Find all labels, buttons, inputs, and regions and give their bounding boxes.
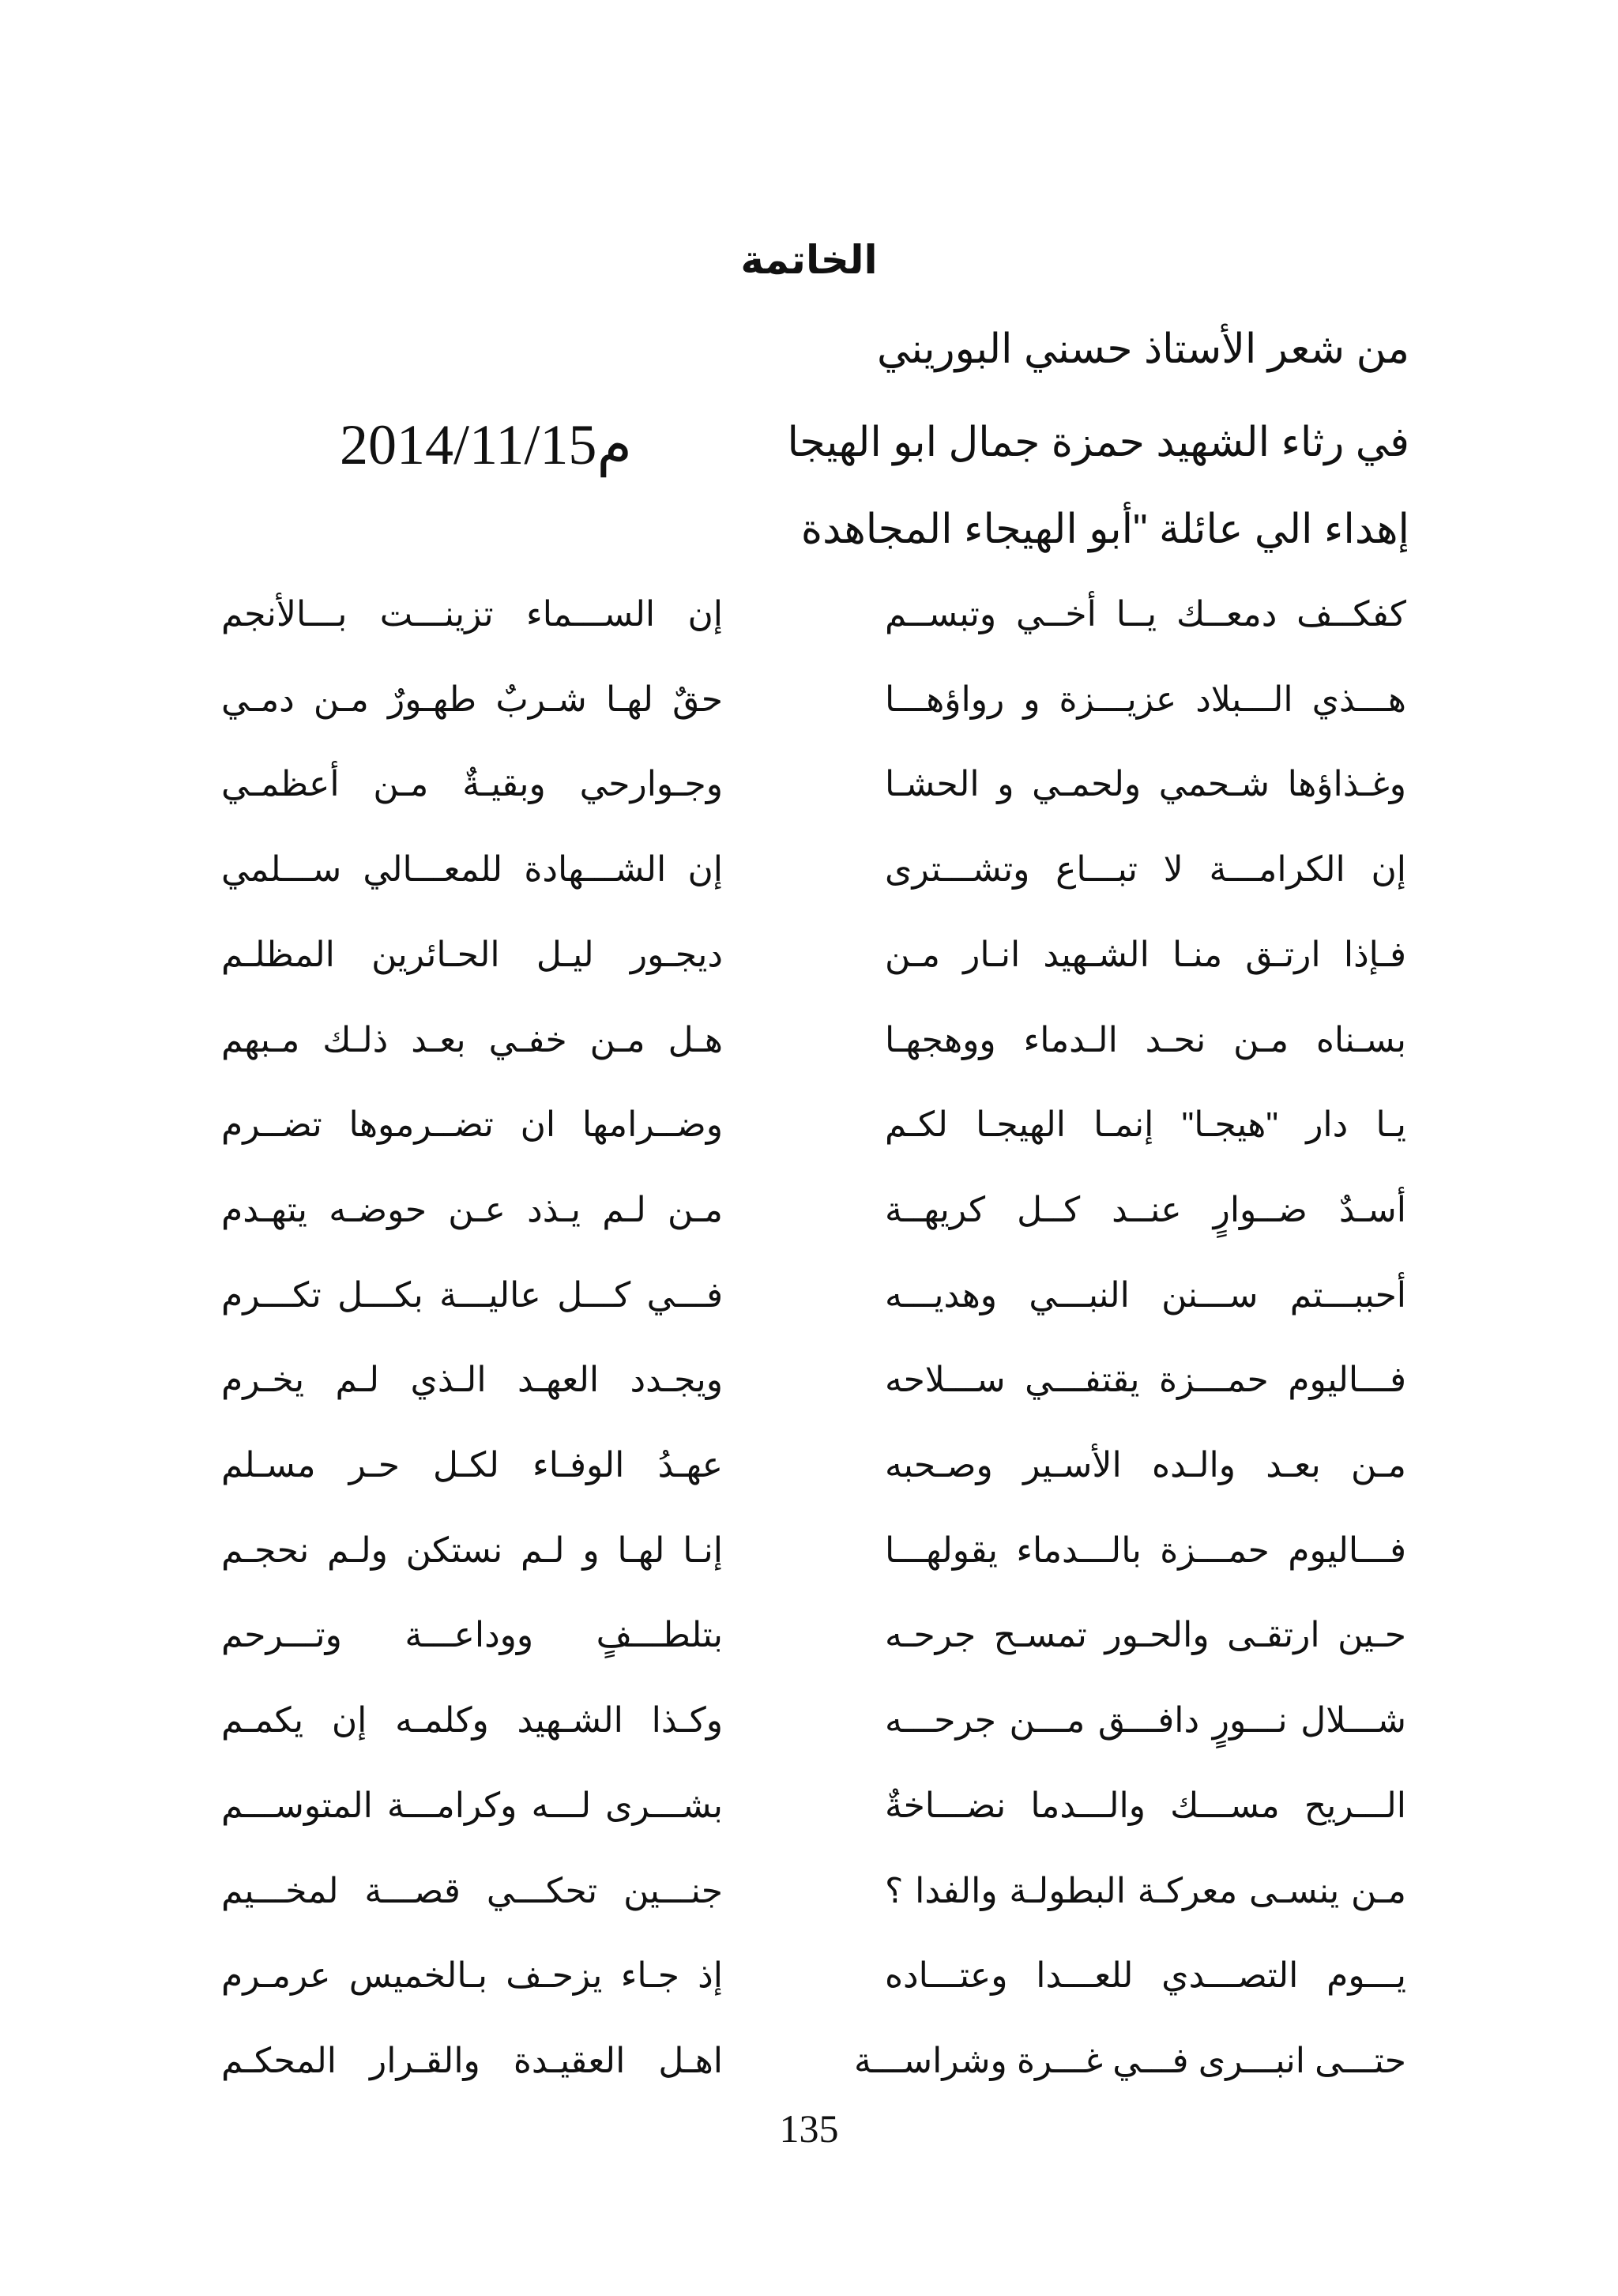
page-title: الخاتمة bbox=[740, 238, 878, 282]
verse-first-hemistich: بسـناه مـن نحـد الـدماء ووهجهـا bbox=[885, 1021, 1406, 1060]
verse-second-hemistich: إذ جـاء يزحـف بـالخميس عرمـرم bbox=[221, 1956, 723, 1995]
verse-first-hemistich: حـين ارتقـى والحـور تمسـح جرحـه bbox=[885, 1616, 1406, 1654]
poem-occasion: في رثاء الشهيد حمزة جمال ابو الهيجا bbox=[787, 420, 1409, 465]
verse-second-hemistich: بشـــرى لـــه وكرامـــة المتوســـم bbox=[221, 1786, 723, 1825]
verse-first-hemistich: أسـدٌ ضــوارٍ عنــد كــل كريهــة bbox=[885, 1191, 1406, 1229]
verse-second-hemistich: جنـــين تحكـــي قصـــة لمخـــيم bbox=[221, 1872, 723, 1910]
verse-first-hemistich: إن الكرامـــة لا تبـــاع وتشـــترى bbox=[885, 850, 1406, 889]
verse-first-hemistich: هـــذي الـــبلاد عزيـــزة و رواؤهـــا bbox=[885, 680, 1406, 719]
verse-first-hemistich: فـــاليوم حمـــزة يقتفـــي ســـلاحه bbox=[885, 1361, 1406, 1399]
verse-second-hemistich: ويجـدد العهـد الـذي لـم يخـرم bbox=[221, 1361, 723, 1399]
verse-second-hemistich: هـل مـن خفـي بعـد ذلـك مـبهم bbox=[221, 1021, 723, 1060]
verse-first-hemistich: وغـذاؤها شـحمي ولحمـي و الحشـا bbox=[885, 765, 1406, 804]
verse-second-hemistich: وكـذا الشـهيد وكلمـه إن يكمـم bbox=[221, 1701, 723, 1740]
verse-first-hemistich: مـن بعـد والـده الأسـير وصـحبه bbox=[885, 1446, 1406, 1485]
verse-second-hemistich: وضــرامها ان تضــرموها تضــرم bbox=[221, 1105, 723, 1144]
verse-first-hemistich: يـــوم التصـــدي للعـــدا وعتـــاده bbox=[885, 1956, 1406, 1995]
verse-first-hemistich: فـإذا ارتـق منـا الشـهيد انـار مـن bbox=[885, 935, 1406, 974]
verse-second-hemistich: مـن لـم يـذد عـن حوضـه يتهـدم bbox=[221, 1191, 723, 1229]
verse-first-hemistich: يـا دار "هيجـا" إنمـا الهيجـا لكـم bbox=[885, 1105, 1406, 1144]
verse-second-hemistich: بتلطـــفٍ ووداعـــة وتـــرحم bbox=[221, 1616, 723, 1654]
verse-second-hemistich: إن الشـــهادة للمعـــالي ســـلمي bbox=[221, 850, 723, 889]
verse-first-hemistich: كفكــف دمعــك يــا أخــي وتبســم bbox=[885, 595, 1406, 634]
verse-second-hemistich: إنـا لهـا و لـم نستكن ولـم نحجـم bbox=[221, 1531, 723, 1570]
verse-first-hemistich: حتـــى انبـــرى فـــي غـــرة وشراســـة bbox=[854, 2042, 1406, 2080]
verse-first-hemistich: فـــاليوم حمـــزة بالـــدماء يقولهـــا bbox=[885, 1531, 1406, 1570]
verse-second-hemistich: ديجـور ليـل الحـائرين المظلـم bbox=[221, 935, 723, 974]
poem-date: 2014/11/15م bbox=[340, 413, 632, 476]
verse-second-hemistich: فـــي كـــل عاليـــة بكـــل تكـــرم bbox=[221, 1276, 723, 1315]
verse-second-hemistich: اهـل العقيـدة والقـرار المحكـم bbox=[221, 2042, 723, 2080]
verse-first-hemistich: مـن ينسـى معركـة البطولـة والفدا ؟ bbox=[885, 1872, 1406, 1910]
verse-second-hemistich: وجـوارحي وبقيـةٌ مـن أعظمـي bbox=[221, 765, 723, 804]
verse-first-hemistich: أحببـــتم ســـنن النبـــي وهديـــه bbox=[885, 1276, 1406, 1315]
verse-second-hemistich: حقٌ لهـا شـربٌ طهـورٌ مـن دمـي bbox=[221, 680, 723, 719]
verse-second-hemistich: إن الســـماء تزينـــت بـــالأنجم bbox=[221, 595, 723, 634]
page-number: 135 bbox=[779, 2106, 839, 2151]
verse-first-hemistich: شـــلال نـــورٍ دافـــق مـــن جرحـــه bbox=[885, 1701, 1406, 1740]
poem-attribution: من شعر الأستاذ حسني البوريني bbox=[877, 326, 1409, 372]
verse-first-hemistich: الـــريح مســـك والـــدما نضـــاخةٌ bbox=[885, 1786, 1406, 1825]
verse-second-hemistich: عهـدُ الوفـاء لكـل حـر مسـلم bbox=[221, 1446, 723, 1485]
poem-dedication: إهداء الي عائلة "أبو الهيجاء المجاهدة bbox=[800, 506, 1409, 552]
